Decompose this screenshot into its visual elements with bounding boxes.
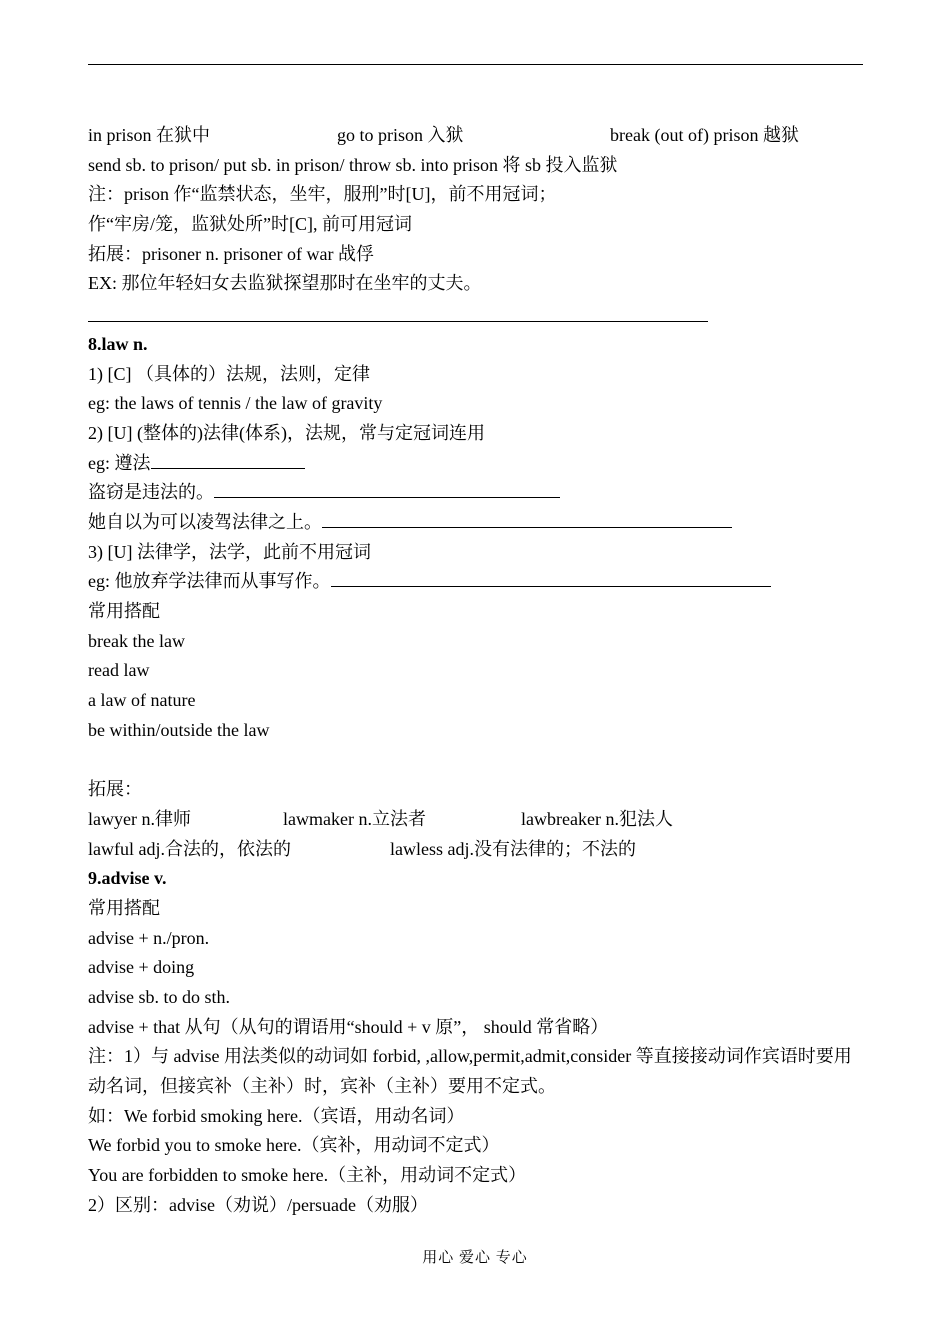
advise-difference: 2）区别：advise（劝说）/persuade（劝服）: [88, 1194, 428, 1215]
prison-expand: 拓展：prisoner n. prisoner of war 战俘: [88, 243, 374, 264]
spacer: [88, 745, 868, 775]
page-footer: 用心 爱心 专心: [422, 1250, 528, 1266]
prison-exercise: EX: 那位年轻妇女去监狱探望那时在坐牢的丈夫。: [88, 273, 482, 294]
law-example-2-row: [88, 449, 868, 479]
law-exercise-2-row: [88, 478, 868, 508]
law-sense-3: 3) [U] 法律学，法学，此前不用冠词: [88, 541, 371, 562]
advise-collocation: advise + n./pron.: [88, 927, 210, 948]
advise-example-2: We forbid you to smoke here.（宾补，用动词不定式）: [88, 1135, 500, 1156]
phrase-in-prison: in prison 在狱中: [88, 125, 211, 145]
law-expand-lawbreaker: lawbreaker n.犯法人: [521, 808, 673, 829]
phrase-break-out-of-prison: break (out of) prison 越狱: [610, 125, 799, 145]
law-example-3-row: [88, 567, 868, 597]
answer-blank[interactable]: [322, 510, 732, 528]
law-collocation: break the law: [88, 630, 185, 651]
advise-example-3: You are forbidden to smoke here.（主补，用动词不定式）: [88, 1165, 527, 1186]
law-heading: 8.law n.: [88, 333, 148, 354]
law-collocation: a law of nature: [88, 690, 196, 711]
law-example-3: eg: 他放弃学法律而从事写作。: [88, 571, 331, 592]
law-sense-2: 2) [U] (整体的)法律(体系)，法规，常与定冠词连用: [88, 422, 485, 443]
law-expand-row-2: [88, 835, 868, 865]
prison-phrases-row: [88, 121, 868, 151]
law-exercise-3: 她自以为可以凌驾法律之上。: [88, 511, 322, 532]
header-rule: [88, 64, 863, 65]
prison-note-1: 注：prison 作“监禁状态，坐牢，服刑”时[U]，前不用冠词；: [88, 184, 557, 205]
prison-send-line: send sb. to prison/ put sb. in prison/ throw sb. into prison 将 sb 投入监狱: [88, 154, 618, 175]
law-expand-lawyer: lawyer n.律师: [88, 808, 191, 829]
law-expand-lawless: lawless adj.没有法律的；不法的: [390, 838, 636, 859]
law-collocation: be within/outside the law: [88, 719, 270, 740]
law-exercise-3-row: [88, 508, 868, 538]
phrase-go-to-prison: go to prison 入狱: [337, 125, 464, 145]
advise-collocation: advise + that 从句（从句的谓语用“should + v 原”， should 常省略）: [88, 1016, 609, 1037]
advise-collocation: advise + doing: [88, 957, 195, 978]
document-body: [88, 121, 868, 1220]
law-sense-1: 1) [C] （具体的）法规，法则，定律: [88, 363, 370, 384]
law-expand-row-1: [88, 805, 868, 835]
answer-blank[interactable]: [214, 480, 560, 498]
law-expand-title: 拓展：: [88, 779, 142, 800]
advise-collocation: advise sb. to do sth.: [88, 986, 230, 1007]
advise-collocation-title: 常用搭配: [88, 897, 160, 918]
law-expand-lawmaker: lawmaker n.立法者: [283, 808, 426, 829]
advise-heading: 9.advise v.: [88, 868, 167, 889]
answer-blank[interactable]: [88, 299, 708, 322]
advise-note: 注：1）与 advise 用法类似的动词如 forbid, ,allow,permit,admit,consider 等直接接动词作宾语时要用动名词，但接宾补（主补）时，宾补（主补）要用不定式。: [88, 1046, 852, 1097]
law-example-2: eg: 遵法: [88, 452, 151, 473]
law-collocation: read law: [88, 660, 150, 681]
prison-note-2: 作“牢房/笼，监狱处所”时[C], 前可用冠词: [88, 214, 412, 235]
law-expand-lawful: lawful adj.合法的，依法的: [88, 838, 291, 859]
answer-blank[interactable]: [331, 569, 771, 587]
law-example-1: eg: the laws of tennis / the law of gravity: [88, 393, 383, 414]
law-collocation-title: 常用搭配: [88, 601, 160, 621]
answer-blank[interactable]: [151, 451, 305, 469]
law-exercise-2: 盗窃是违法的。: [88, 482, 214, 503]
advise-example-1: 如：We forbid smoking here.（宾语，用动名词）: [88, 1105, 465, 1126]
